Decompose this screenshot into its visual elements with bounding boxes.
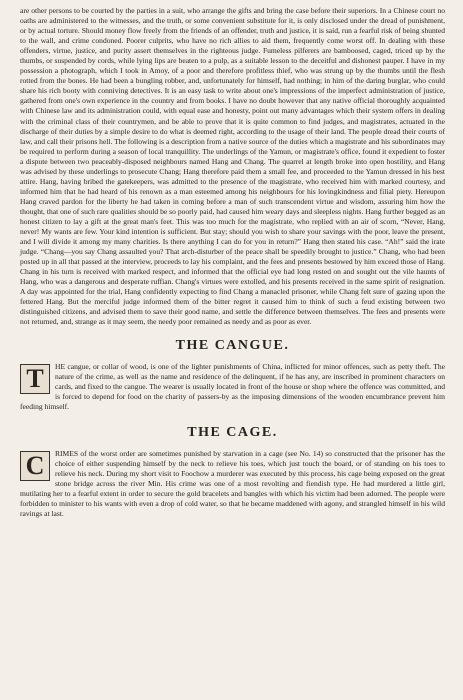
cage-paragraph: RIMES of the worst order are sometimes punished by starvation in a cage (see No. 14) so constructed that the prisoner has the choice of either suspending himself by the neck to relieve his toes, which just touch the board, or of standing on his toes to relieve his neck. During my short visit to Foochow a murderer was executed by this process, his cage being exposed on the great stone bridge across the river Min. His crime was one of a most revolting and fiendish type. He had murdered a little girl, mutilating her to a fearful extent in order to secure the gold bracelets and bangles with which his victim had been adorned. The people were forbidden to minister to his wants with even a drop of cold water, so that he became maddened with agony, and strangled himself in his wild ravings at last. — [20, 448, 445, 519]
cage-section — [20, 449, 445, 519]
cangue-section — [20, 362, 445, 412]
intro-paragraph: are other persons to be courted by the parties in a suit, who arrange the gifts and bring the case before their superiors. In a Chinese court no oaths are administered to the witnesses, and the truth, or some convenient substitute for it, is only disclosed under the dread of punishment, or by actual torture. Should money flow freely from the friends of an offender, truth and justice, it is said, run a fearful risk of being shunted to the wall, and crime condoned. Poorer culprits, who have no rich allies to aid them, frequently come worst off. In dealing with these offenders, virtue, justice, and purity assert themselves in the righteous judge. Fumeless pilferers are bamboosed, caged, triced up by the thumbs, or suspended by cords, while lying lips are beaten to a pulp, as a suitable lesson to the deceitful and dishonest pauper. I have in my possession a photograph, which I took in Amoy, of a poor and therefore profitless thief, who was strung up by the thumbs until the flesh rotted from the bones. He had been a bungling robber, and, unfortunately for himself, had nothing; in him of the daring burglar, who could share his rich booty with conniving detectives. It is an easy task to write about one's impressions of the imperfect administration of justice, gathered from one's own experience in the country and from books. I have no doubt however that any native official thoroughly acquainted with Chinese law and its administration could, with equal ease and honesty, point out many advantages which their system offers in dealing with the criminal class of their countrymen, and be able to prove that it is quite common to find judges, and magistrates, actuated in the discharge of their duties by a simple desire to do what is deemed right, according to the usage of their land. The people dread their courts of law, and call their prisons hell. The following is a description from a native source of the duties which a magistrate and his subordinates may be required to perform during a season of local tranquillity. The underlings of the Yamun, or magistrate's office, found it expedient to foster a dispute between two peaceably-disposed neighbours named Hang and Chang. The quarrel at length broke into open hostility, and Hang was advised by these underlings to prosecute Chang; Hang therefore paid them a small fee, and proceeded to the Yamun dressed in his best attire. Hang, having bribed the gatekeepers, was admitted to the presence of the magistrate, who received him with marked courtesy, and informed him that he had heard of his renown as a man esteemed among his neighbours for his lovingkindness and filial piety. Hereupon Hang craved pardon for the liberty he had taken in coming before a man of such transcendent virtue and wisdom, assuring him how the thought, that one of such rare qualities should be so poorly paid, had caused him weary days and sleepless nights. Hang further begged as an honest citizen to lay a gift at the great man's feet. This was too much for the magistrate, who replied with an air of scorn, “Never, Hang, never! My wants are few. Your kind intention is sufficient. But stay; should you wish to share your savings with the poor, leave the present, and I will divide it among my many charities. Is there anything I can do for you in return?” Hang then stated his case. “Ah!” said the irate judge. “Chang—you say Chang assaulted you? That arch-disturber of the peace shall be speedily brought to justice.” Chang, who had been posted up in all that passed at the interview, proceeds to lay his complaint, and the fees and presents bestowed by him exceed those of Hang. Chang in his turn is received with marked respect, and informed that the official eye had long rested on and sought out the vile haunts of Hang, who was a dangerous and desperate ruffian. Chang's virtues were extolled, and his presents received in the same spirit of resignation. A day was appointed for the trial, Hang confidently expecting to find Chang a manacled prisoner, while Chang felt sure of gazing upon the fettered Hang. But the merciful judge informed them of the bitter regret it caused him to think of such a feud existing between two distinguished citizens, and advised them to save their good name, and settle the difference between themselves. The fees and presents were not returned, and, strange as it may seem, the needy poor remained as needy and as poor as ever. — [20, 6, 445, 327]
cangue-paragraph: HE cangue, or collar of wood, is one of the lighter punishments of China, inflicted for minor offences, such as petty theft. The nature of the crime, as well as the name and residence of the delinquent, if he has any, are inscribed in prominent characters on cards, and fixed to the cangue. The wearer is usually located in front of the house or shop where the offence was committed, and is forced to depend for food on the charity of passers-by as the imposing dimensions of the wooden encumbrance prevent him feeding himself. — [20, 361, 445, 411]
dropcap-cage: C — [20, 451, 50, 481]
section-title-cangue: THE CANGUE. — [175, 337, 290, 353]
section-title-cage: THE CAGE. — [187, 424, 278, 440]
dropcap-cangue: T — [20, 364, 50, 394]
